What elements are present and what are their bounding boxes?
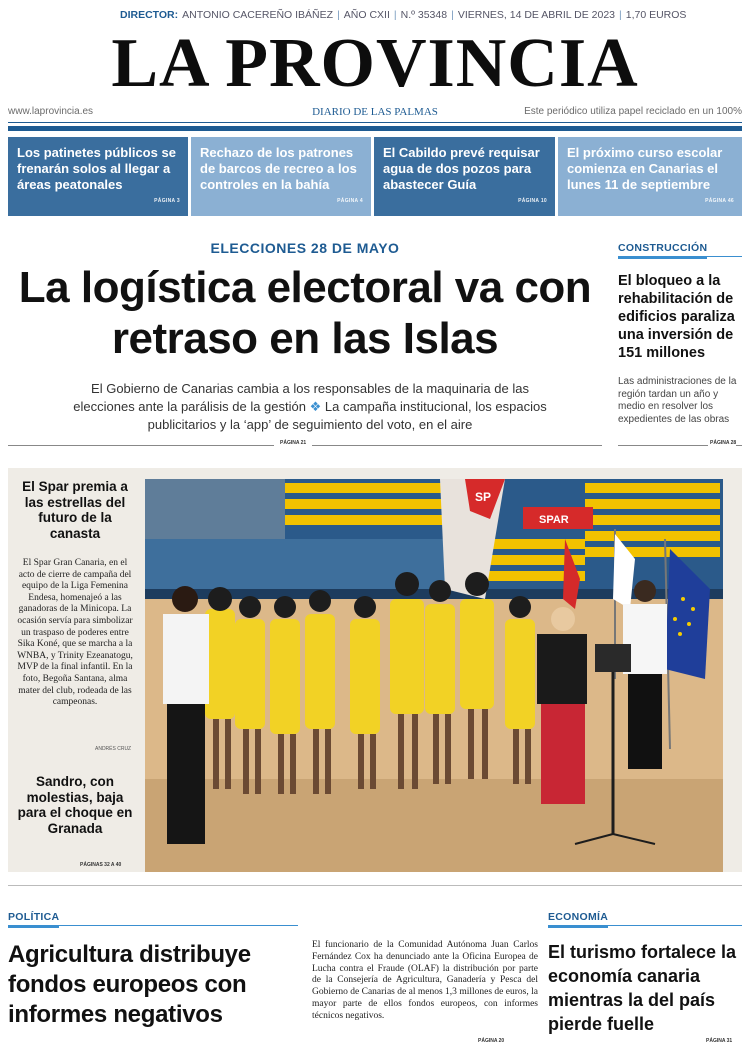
standfirst-part-1: El Gobierno de Canarias cambia a los responsables de la maquinaria de las elecciones ante la parálisis de la gestión — [73, 381, 529, 414]
flag-text: SP — [475, 490, 492, 504]
teaser-patrones[interactable] — [191, 137, 371, 216]
sandro-headline[interactable]: Sandro, con molestias, baja para el choque en Granada — [17, 774, 133, 836]
divider — [8, 122, 742, 123]
politica-headline[interactable]: Agricultura distribuye fondos europeos con informes negativos — [8, 941, 251, 1028]
main-story-kicker: ELECCIONES 28 DE MAYO — [210, 240, 400, 256]
teaser-page: PÁGINA 3 — [154, 198, 180, 204]
website-link[interactable]: www.laprovincia.es — [8, 106, 94, 117]
teaser-curso-escolar[interactable] — [558, 137, 742, 216]
director-name: ANTONIO CACEREÑO IBÁÑEZ — [182, 9, 334, 21]
teaser-patinetes[interactable] — [8, 137, 188, 216]
director-label: DIRECTOR: — [120, 9, 179, 21]
masthead-title: LA PROVINCIA — [111, 25, 639, 102]
teaser-text: El Cabildo prevé requisar agua de dos pozos para abastecer Guía — [383, 145, 540, 192]
photo-credit: ANDRÉS CRUZ — [95, 746, 132, 752]
year: AÑO CXII — [343, 9, 390, 21]
spar-caption: El Spar Gran Canaria, en el acto de cierre de campaña del equipo de la Liga Femenina Endesa, homenajeó a las ganadoras de la Minicopa. La ocasión servía para simbolizar un traspaso de poderes entre Sika Koné, que se marcha a la WNBA, y Trinity Ezeanatogu, MVP de la final infantil. En la foto, Begoña Santana, alma mater del club, rodeada de las campeonas. — [17, 558, 133, 708]
teaser-text: Los patinetes públicos se frenarán solos al llegar a áreas peatonales — [17, 145, 176, 192]
main-story-headline[interactable]: La logística electoral va con retraso en las Islas — [18, 263, 592, 363]
teaser-page: PÁGINA 4 — [337, 198, 363, 204]
construccion-body: Las administraciones de la región tardan un año y medio en resolver los expedientes de las obras — [618, 376, 737, 425]
divider — [8, 885, 742, 886]
teaser-text: Rechazo de los patrones de barcos de recreo a los controles en la bahía — [200, 145, 357, 192]
diamond-bullet-icon: ❖ — [309, 399, 322, 414]
masthead-subtitle: DIARIO DE LAS PALMAS — [312, 106, 438, 118]
teaser-text: El próximo curso escolar comienza en Canarias el lunes 11 de septiembre — [567, 145, 723, 192]
politica-body: El funcionario de la Comunidad Autónoma Juan Carlos Fernández Cox ha denunciado ante la Oficina Europea de Lucha contra el Fraude (OLAF) la distribución por parte de la Consejería de Agricultura, Ganadería y Pesca del Gobierno de Canarias de al menos 1,3 millones de euros, la mayor parte de ellos fondos europeos, con informes técnicos negativos. — [312, 940, 538, 1021]
price: 1,70 EUROS — [625, 9, 687, 21]
politica-page: PÁGINA 20 — [478, 1038, 505, 1044]
photo-pages: PÁGINAS 32 A 40 — [80, 862, 122, 868]
main-story-standfirst — [60, 380, 560, 434]
divider — [548, 925, 742, 926]
basketball-team-photo — [145, 479, 723, 872]
construccion-page: PÁGINA 28 — [710, 440, 737, 446]
divider — [8, 126, 742, 131]
main-story-page: PÁGINA 21 — [274, 440, 312, 446]
construccion-headline[interactable]: El bloqueo a la rehabilitación de edificios paraliza una inversión de 151 millones — [618, 273, 735, 361]
section-label-politica: POLÍTICA — [8, 907, 59, 928]
section-label-construccion: CONSTRUCCIÓN — [618, 238, 707, 259]
standfirst-part-2: La campaña institucional, los espacios publicitarios y la ‘app’ de seguimiento del voto, en el aire — [147, 399, 547, 432]
section-label-economia: ECONOMÍA — [548, 907, 608, 928]
divider — [618, 256, 742, 257]
economia-page: PÁGINA 31 — [706, 1038, 733, 1044]
masthead-subline — [8, 106, 742, 122]
teaser-page: PÁGINA 46 — [705, 198, 734, 204]
spar-headline[interactable]: El Spar premia a las estrellas del futuro de la canasta — [22, 479, 128, 541]
teaser-cabildo[interactable] — [374, 137, 555, 216]
top-info-bar: DIRECTOR: ANTONIO CACEREÑO IBÁÑEZ | AÑO CXII | N.º 35348 | VIERNES, 14 DE ABRIL DE 2023 | 1,70 EUROS — [120, 9, 687, 21]
issue-date: VIERNES, 14 DE ABRIL DE 2023 — [457, 9, 615, 21]
spar-banner-text: SPAR — [539, 514, 569, 526]
teaser-page: PÁGINA 10 — [518, 198, 547, 204]
divider — [8, 925, 298, 926]
issue-number: N.º 35348 — [400, 9, 448, 21]
economia-headline[interactable]: El turismo fortalece la economía canaria mientras la del país pierde fuelle — [548, 942, 737, 1034]
recycled-paper-note: Este periódico utiliza papel reciclado en un 100% — [524, 106, 742, 117]
